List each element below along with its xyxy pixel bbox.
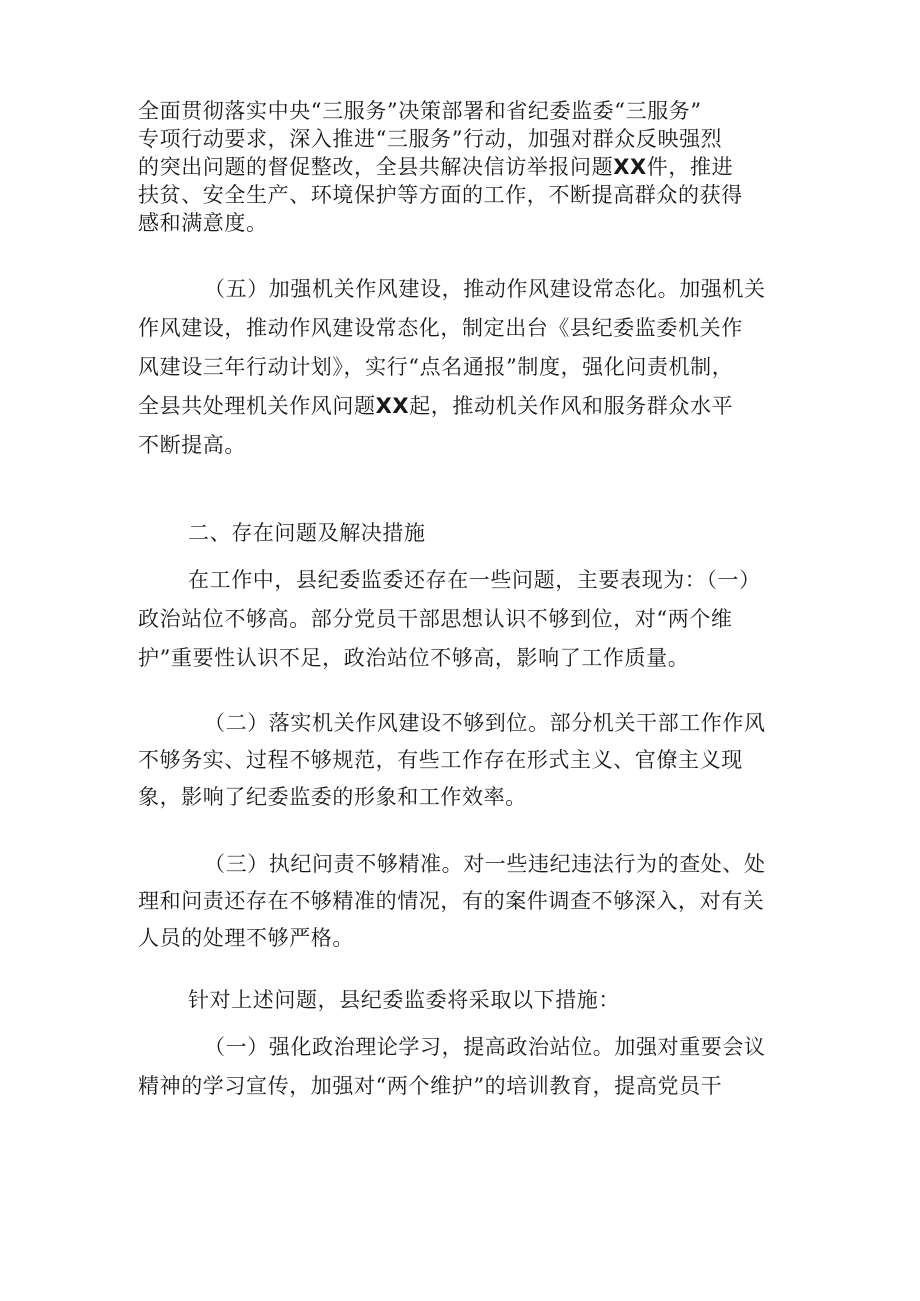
- text-line: 理和问责还存在不够精准的情况，有的案件调查不够深入，对有关: [138, 889, 765, 913]
- paragraph-problem-two: [138, 705, 793, 816]
- text-line: 不断提高。: [138, 433, 246, 457]
- paragraph-measure-one: [138, 1028, 793, 1106]
- text-line: 精神的学习宣传，加强对“两个维护”的培训教育，提高党员干: [138, 1074, 723, 1098]
- text-line: 专项行动要求，深入推进“三服务”行动，加强对群众反映强烈: [138, 127, 723, 151]
- text-line: [138, 387, 793, 426]
- text-line: （一）强化政治理论学习，提高政治站位。加强对重要会议: [204, 1035, 766, 1059]
- text-segment: 全县共处理机关作风问题: [138, 394, 376, 418]
- text-segment: 的突出问题的督促整改，全县共解决信访举报问题: [138, 155, 614, 179]
- text-segment: 起，推动机关作风和服务群众水平: [409, 394, 734, 418]
- section-heading: [138, 514, 793, 553]
- text-line: （二）落实机关作风建设不够到位。部分机关干部工作作风: [204, 711, 766, 735]
- paragraph-problem-three: [138, 846, 793, 957]
- text-line: [138, 153, 793, 181]
- text-line: 作风建设，推动作风建设常态化，制定出台《县纪委监委机关作: [138, 316, 743, 340]
- heading-problems-solutions: 二、存在问题及解决措施: [188, 521, 426, 545]
- paragraph-problems-intro: [138, 561, 793, 678]
- text-line: 护”重要性认识不足，政治站位不够高，影响了工作质量。: [138, 646, 690, 670]
- paragraph-work-style: [138, 270, 793, 465]
- text-line: 在工作中，县纪委监委还存在一些问题，主要表现为：（一）: [188, 568, 761, 592]
- placeholder-count: XX: [375, 394, 410, 418]
- text-line: 针对上述问题，县纪委监委将采取以下措施：: [188, 988, 620, 1012]
- paragraph-service-action: [138, 97, 793, 237]
- text-line: 全面贯彻落实中央“三服务”决策部署和省纪委监委“三服务”: [138, 99, 702, 123]
- text-line: 政治站位不够高。部分党员干部思想认识不够到位，对“两个维: [138, 607, 733, 631]
- text-line: 风建设三年行动计划》，实行“点名通报”制度，强化问责机制，: [138, 355, 734, 379]
- text-line: 人员的处理不够严格。: [138, 926, 354, 950]
- text-line: 扶贫、安全生产、环境保护等方面的工作，不断提高群众的获得: [138, 183, 743, 207]
- text-segment: 件，推进: [646, 155, 734, 179]
- paragraph-measures-intro: [138, 981, 793, 1020]
- text-line: 感和满意度。: [138, 211, 268, 235]
- placeholder-count: XX: [613, 155, 647, 179]
- text-line: （三）执纪问责不够精准。对一些违纪违法行为的查处、处: [204, 852, 766, 876]
- text-line: 不够务实、过程不够规范，有些工作存在形式主义、官僚主义现: [138, 748, 743, 772]
- text-line: 象，影响了纪委监委的形象和工作效率。: [138, 785, 527, 809]
- text-line: （五）加强机关作风建设，推动作风建设常态化。加强机关: [204, 277, 766, 301]
